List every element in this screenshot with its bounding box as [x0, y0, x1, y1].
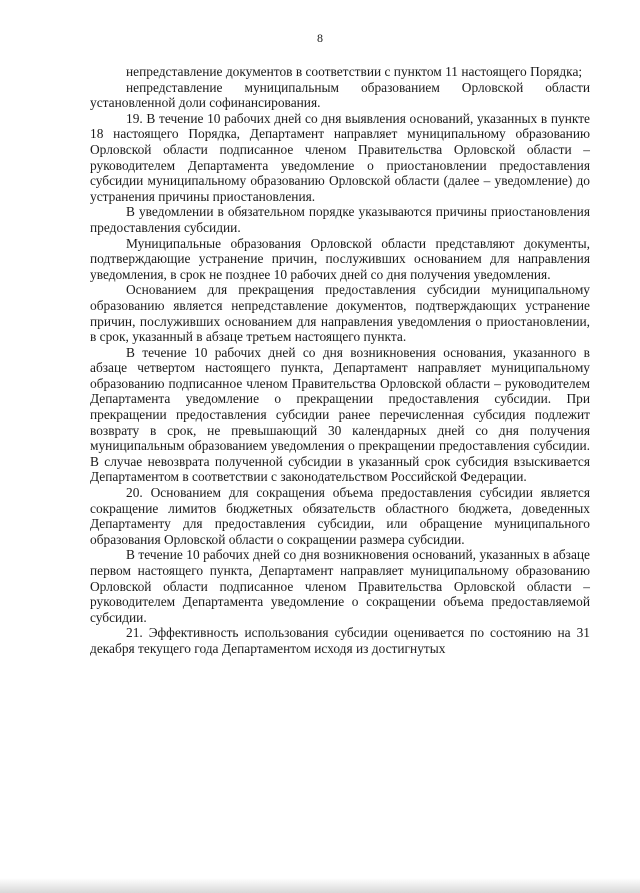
- document-body: [90, 64, 590, 657]
- paragraph-7: В течение 10 рабочих дней со дня возникновения основания, указанного в абзаце четвертом настоящего пункта, Департамент направляет муниципальному образованию подписанное членом Правительства Орловской области – руководителем Департамента уведомление о прекращении предоставления субсидии. При прекращении предоставления субсидии ранее перечисленная субсидия подлежит возврату в срок, не превышающий 30 календарных дней со дня получения муниципальным образованием уведомления о прекращении предоставления субсидии. В случае невозврата полученной субсидии в указанный срок субсидия взыскивается Департаментом в соответствии с законодательством Российской Федерации.: [90, 344, 590, 485]
- paragraph-3: 19. В течение 10 рабочих дней со дня выявления оснований, указанных в пункте 18 настоящего Порядка, Департамент направляет муниципальному образованию Орловской области подписанное членом Правительства Орловской области – руководителем Департамента уведомление о приостановлении предоставления субсидии муниципальному образованию Орловской области (далее – уведомление) до устранения причины приостановления.: [90, 110, 590, 204]
- paragraph-10: 21. Эффективность использования субсидии оценивается по состоянию на 31 декабря текущего года Департаментом исходя из достигнутых: [90, 625, 590, 656]
- scan-bottom-edge: [0, 878, 640, 893]
- paragraph-6: Основанием для прекращения предоставления субсидии муниципальному образованию является непредставление документов, подтверждающих устранение причин, послуживших основанием для направления уведомления о приостановлении, в срок, указанный в абзаце третьем настоящего пункта.: [90, 282, 590, 345]
- paragraph-4: В уведомлении в обязательном порядке указываются причины приостановления предоставления субсидии.: [90, 204, 590, 235]
- paragraph-5: Муниципальные образования Орловской области представляют документы, подтверждающие устранение причин, послуживших основанием для направления уведомления, в срок не позднее 10 рабочих дней со дня получения уведомления.: [90, 235, 590, 282]
- paragraph-1: непредставление документов в соответствии с пунктом 11 настоящего Порядка;: [126, 64, 583, 79]
- paragraph-2: непредставление муниципальным образованием Орловской области установленной доли софинансирования.: [90, 79, 590, 111]
- page-number: 8: [317, 31, 323, 45]
- paragraph-8: 20. Основанием для сокращения объема предоставления субсидии является сокращение лимитов бюджетных обязательств областного бюджета, доведенных Департаменту для предоставления субсидии, или обращение муниципального образования Орловской области о сокращении размера субсидии.: [90, 485, 590, 547]
- paragraph-9: В течение 10 рабочих дней со дня возникновения оснований, указанных в абзаце первом настоящего пункта, Департамент направляет муниципальному образованию Орловской области подписанное членом Правительства Орловской области – руководителем Департамента уведомление о сокращении объема предоставляемой субсидии.: [90, 547, 590, 625]
